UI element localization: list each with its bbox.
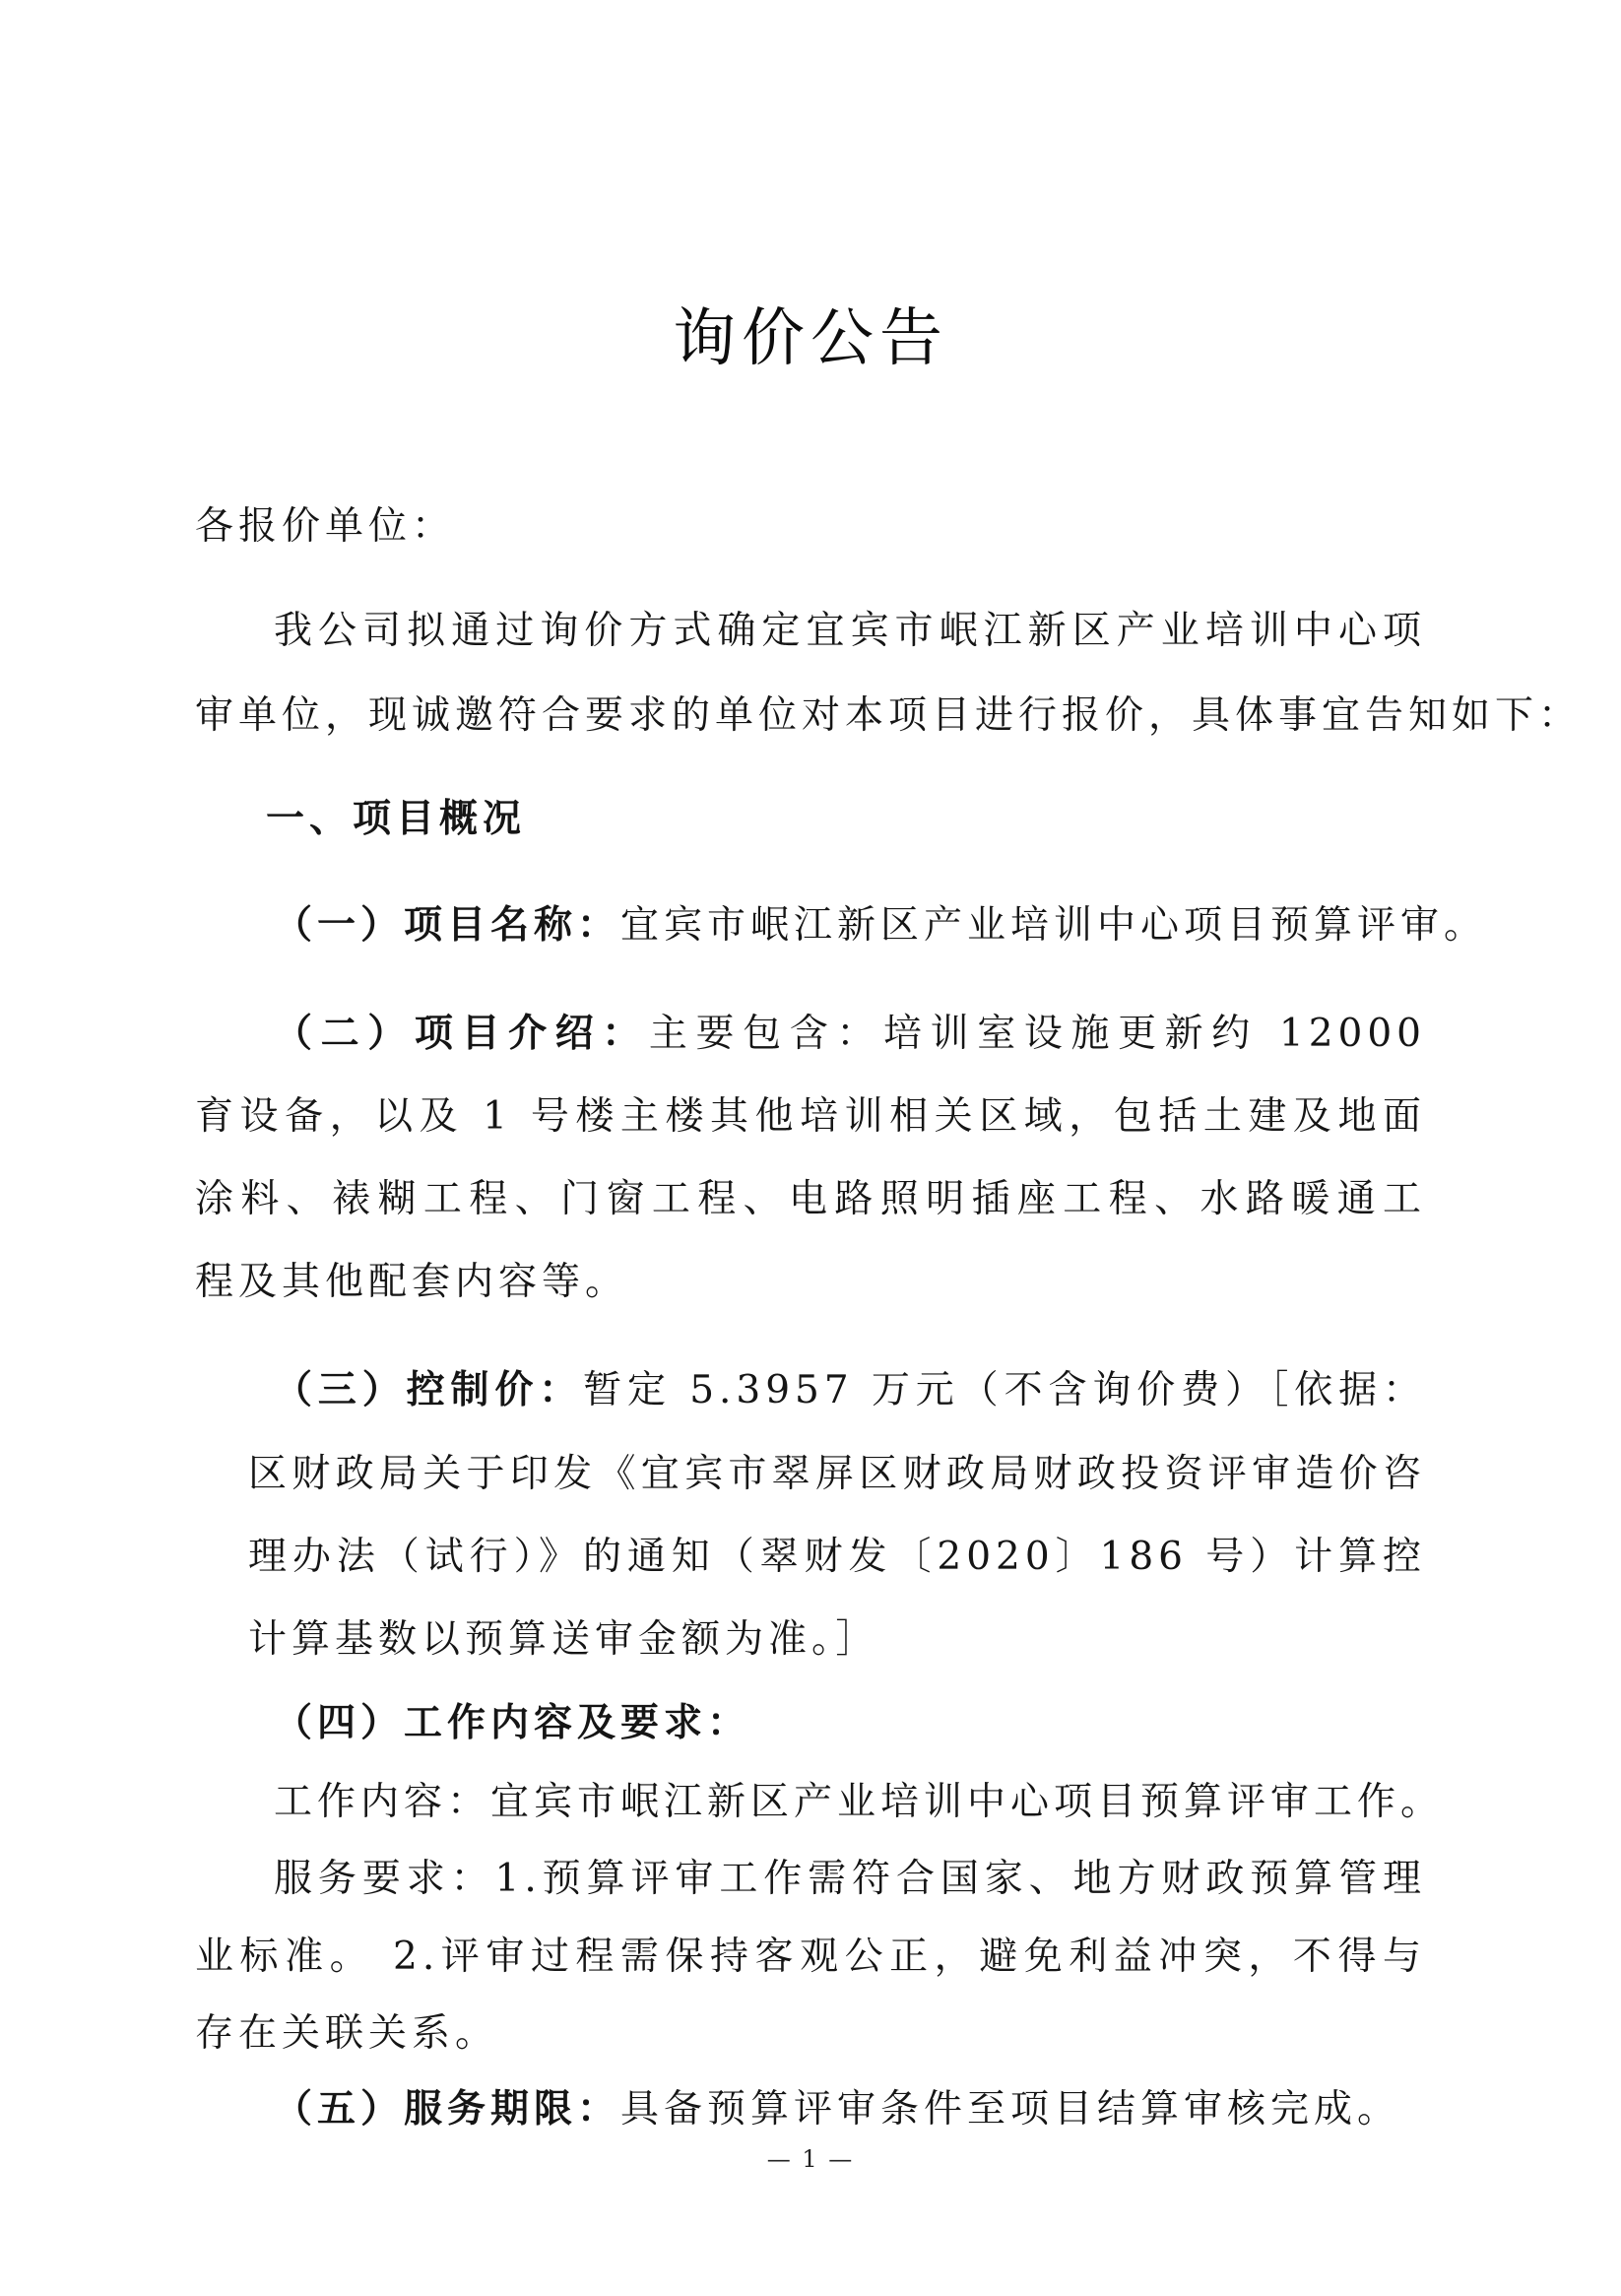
item1-paragraph (274, 894, 1505, 950)
item4-requirement-line-2: 业标准。 2.评审过程需保持客观公正，避免利益冲突，不得与 (195, 1935, 1426, 1977)
item3-line-3: 理办法（试行）》的通知（翠财发〔2020〕186 号）计算控 (248, 1535, 1426, 1577)
item3-line-1 (274, 1359, 1426, 1410)
section-heading: 一、项目概况 (266, 797, 527, 841)
page-title: 询价公告 (673, 302, 948, 375)
item4-requirement-line-3: 存在关联关系。 (195, 2011, 499, 2056)
page-number: — 1 — (766, 2145, 855, 2173)
item2-text-1: 主要包含：培训室设施更新约 12000 (648, 1012, 1426, 1054)
item4-requirement-line-1: 服务要求：1.预算评审工作需符合国家、地方财政预算管理 (274, 1857, 1426, 1899)
item3-line-2: 区财政局关于印发《宜宾市翠屏区财政局财政投资评审造价咨 (248, 1452, 1426, 1494)
item2-line-4: 程及其他配套内容等。 (195, 1260, 629, 1304)
salutation: 各报价单位： (195, 504, 456, 549)
item2-line-3: 涂料、裱糊工程、门窗工程、电路照明插座工程、水路暖通工 (195, 1177, 1426, 1219)
item5-label: （五）服务期限： (274, 2086, 621, 2132)
item4-work-content: 工作内容：宜宾市岷江新区产业培训中心项目预算评审工作。 (274, 1780, 1445, 1824)
item3-text-1: 暂定 5.3957 万元（不含询价费）［依据： (583, 1368, 1426, 1410)
item4-label: （四）工作内容及要求： (274, 1700, 751, 1745)
intro-line-2: 审单位，现诚邀符合要求的单位对本项目进行报价，具体事宜告知如下： (195, 693, 1583, 738)
item1-text: 宜宾市岷江新区产业培训中心项目预算评审。 (620, 903, 1488, 948)
item2-line-2: 育设备，以及 1 号楼主楼其他培训相关区域，包括土建及地面 (195, 1094, 1426, 1137)
item1-label: （一）项目名称： (274, 902, 621, 948)
item3-line-4: 计算基数以预算送审金额为准。］ (248, 1617, 879, 1662)
item3-label: （三）控制价： (274, 1367, 584, 1410)
item5-paragraph (274, 2078, 1505, 2133)
item2-label: （二）项目介绍： (274, 1011, 649, 1054)
item5-text: 具备预算评审条件至项目结算审核完成。 (620, 2087, 1401, 2132)
item2-line-1 (274, 1003, 1426, 1054)
intro-line-1: 我公司拟通过询价方式确定宜宾市岷江新区产业培训中心项 (274, 609, 1426, 651)
